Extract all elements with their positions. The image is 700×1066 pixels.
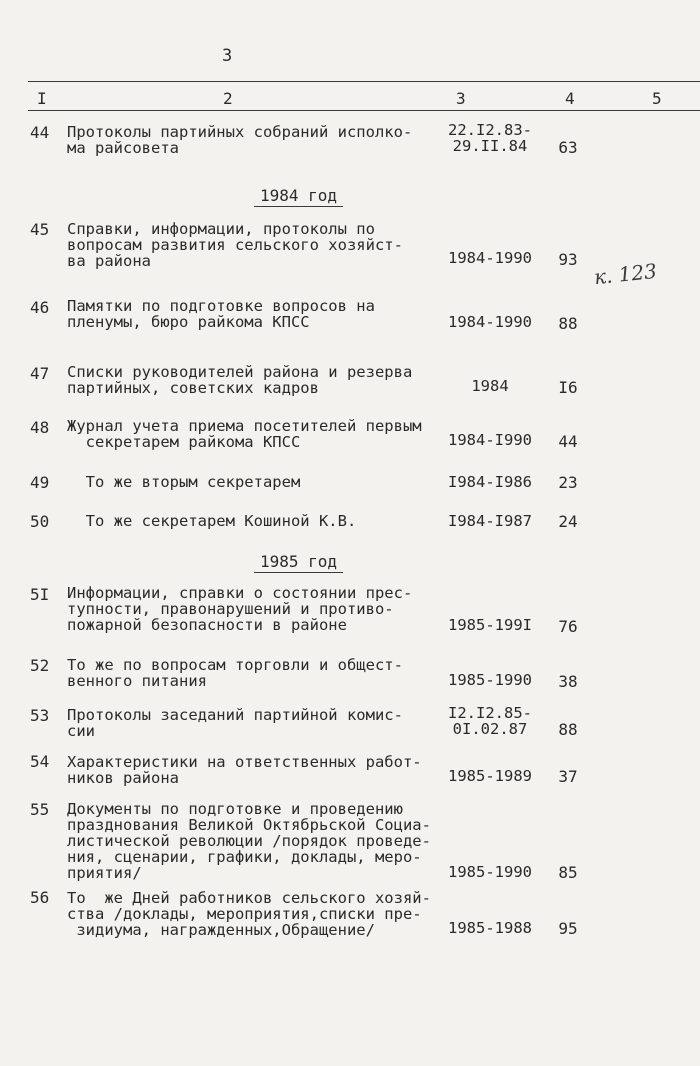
row-number: 5I bbox=[30, 585, 50, 604]
row-title: Документы по подготовке и проведению празднования Великой Октябрьской Социа- листической революции /порядок проведе- ния, сценарии, графики, доклады, меро- приятия/ bbox=[67, 800, 431, 882]
row-number: 45 bbox=[30, 220, 50, 239]
row-number: 47 bbox=[30, 364, 50, 383]
row-count: I6 bbox=[558, 378, 578, 397]
row-count: 23 bbox=[558, 473, 578, 492]
row-title: То же по вопросам торговли и общест- венного питания bbox=[67, 656, 403, 690]
row-number: 55 bbox=[30, 800, 50, 819]
row-count: 88 bbox=[558, 720, 578, 739]
row-count: 93 bbox=[558, 250, 578, 269]
header-bottom-rule bbox=[28, 110, 700, 111]
row-title: То же Дней работников сельского хозяй- ства /доклады, мероприятия,списки пре- зидиума, награжденных,Обращение/ bbox=[67, 889, 431, 939]
row-number: 46 bbox=[30, 298, 50, 317]
row-count: 37 bbox=[558, 767, 578, 786]
row-title: То же секретарем Кошиной К.В. bbox=[67, 512, 357, 530]
row-count: 85 bbox=[558, 863, 578, 882]
row-title: Памятки по подготовке вопросов на пленумы, бюро райкома КПСС bbox=[67, 297, 375, 331]
table-top-rule bbox=[28, 81, 700, 82]
page-number: 3 bbox=[222, 46, 233, 66]
row-dates: I2.I2.85- 0I.02.87 bbox=[448, 704, 532, 738]
row-number: 48 bbox=[30, 418, 50, 437]
row-title: Журнал учета приема посетителей первым секретарем райкома КПСС bbox=[67, 417, 422, 451]
handwritten-margin-note: к. 123 bbox=[592, 258, 658, 290]
row-count: 63 bbox=[558, 138, 578, 157]
row-count: 88 bbox=[558, 314, 578, 333]
column-header-1: I bbox=[37, 89, 47, 108]
row-title: То же вторым секретарем bbox=[67, 473, 301, 491]
row-title: Протоколы заседаний партийной комис- сии bbox=[67, 706, 403, 740]
row-dates: 1985-1990 bbox=[448, 863, 532, 881]
row-dates: 1985-1990 bbox=[448, 671, 532, 689]
row-dates: 1985-199I bbox=[448, 616, 532, 634]
row-title: Справки, информации, протоколы по вопросам развития сельского хозяйст- ва района bbox=[67, 220, 403, 270]
row-dates: 1985-1988 bbox=[448, 919, 532, 937]
row-title: Характеристики на ответственных работ- ников района bbox=[67, 753, 422, 787]
row-count: 24 bbox=[558, 512, 578, 531]
row-dates: I984-I986 bbox=[448, 473, 532, 491]
row-number: 44 bbox=[30, 123, 50, 142]
row-dates: 1984-1990 bbox=[448, 249, 532, 267]
row-count: 76 bbox=[558, 617, 578, 636]
row-number: 52 bbox=[30, 656, 50, 675]
row-dates: 22.I2.83- 29.II.84 bbox=[448, 121, 532, 155]
row-dates: 1984-I990 bbox=[448, 431, 532, 449]
row-title: Информации, справки о состоянии прес- тупности, правонарушений и противо- пожарной безопасности в районе bbox=[67, 584, 413, 634]
row-title: Списки руководителей района и резерва партийных, советских кадров bbox=[67, 363, 413, 397]
row-dates: 1984-1990 bbox=[448, 313, 532, 331]
column-header-3: 3 bbox=[456, 89, 466, 108]
row-count: 95 bbox=[558, 919, 578, 938]
row-dates: 1984 bbox=[471, 377, 509, 395]
column-header-2: 2 bbox=[223, 89, 233, 108]
row-number: 53 bbox=[30, 706, 50, 725]
column-header-4: 4 bbox=[565, 89, 575, 108]
row-count: 38 bbox=[558, 672, 578, 691]
year-header-1984: 1984 год bbox=[254, 186, 343, 207]
year-header-1985: 1985 год bbox=[254, 552, 343, 573]
row-dates: 1985-1989 bbox=[448, 767, 532, 785]
row-number: 50 bbox=[30, 512, 50, 531]
row-number: 54 bbox=[30, 752, 50, 771]
row-dates: I984-I987 bbox=[448, 512, 532, 530]
row-number: 49 bbox=[30, 473, 50, 492]
row-number: 56 bbox=[30, 888, 50, 907]
row-count: 44 bbox=[558, 432, 578, 451]
row-title: Протоколы партийных собраний исполко- ма райсовета bbox=[67, 123, 413, 157]
column-header-5: 5 bbox=[652, 89, 662, 108]
